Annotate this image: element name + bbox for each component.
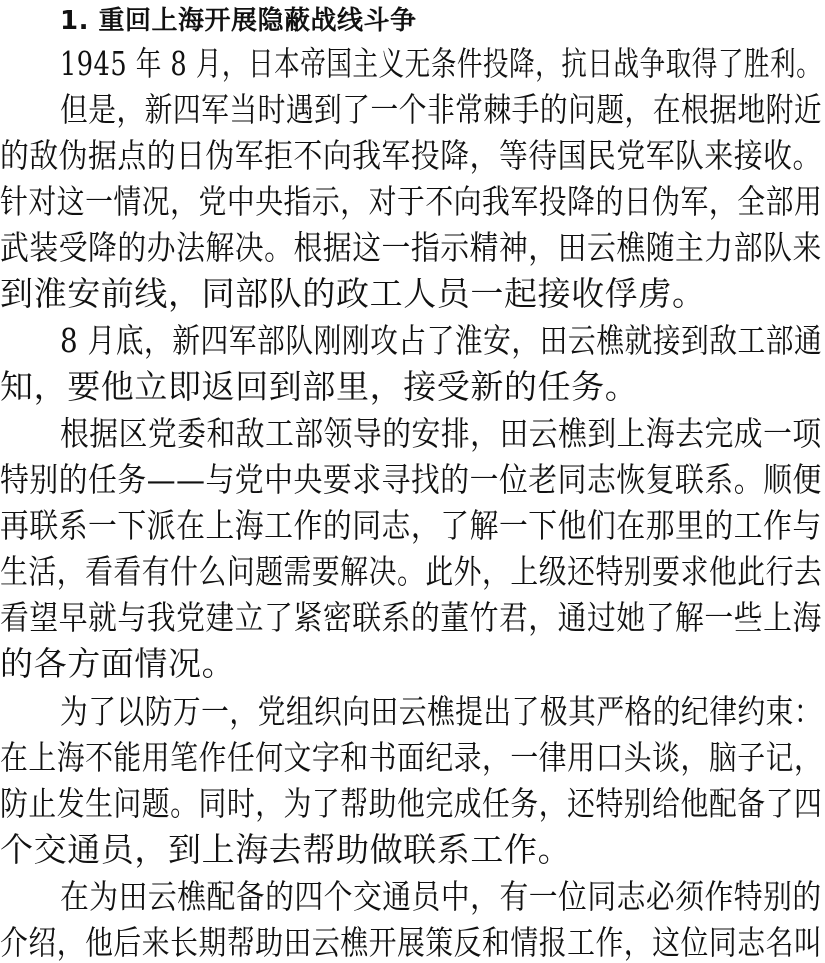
text-line: 1945 年 8 月，日本帝国主义无条件投降，抗日战争取得了胜利。 [60, 44, 823, 83]
text-line: 为了以防万一，党组织向田云樵提出了极其严格的纪律约束： [60, 692, 823, 731]
text-line: 在为田云樵配备的四个交通员中，有一位同志必须作特别的 [60, 877, 822, 916]
text-line: 防止发生问题。同时，为了帮助他完成任务，还特别给他配备了四 [0, 784, 823, 823]
section-heading: 1. 重回上海开展隐蔽战线斗争 [60, 6, 417, 36]
text-line: 看望早就与我党建立了紧密联系的董竹君，通过她了解一些上海 [0, 598, 822, 637]
text-line: 生活，看看有什么问题需要解决。此外，上级还特别要求他此行去 [0, 552, 823, 591]
text-line: 知，要他立即返回到部里，接受新的任务。 [0, 367, 639, 406]
text-line: 再联系一下派在上海工作的同志，了解一下他们在那里的工作与 [0, 506, 822, 545]
text-line: 在上海不能用笔作任何文字和书面纪录，一律用口头谈，脑子记， [0, 738, 823, 777]
text-line: 个交通员，到上海去帮助做联系工作。 [0, 830, 572, 869]
text-line: 到淮安前线，同部队的政工人员一起接收俘虏。 [0, 274, 706, 313]
text-line: 武装受降的办法解决。根据这一指示精神，田云樵随主力部队来 [0, 228, 822, 267]
text-line: 8 月底，新四军部队刚刚攻占了淮安，田云樵就接到敌工部通 [60, 321, 823, 360]
text-line: 的敌伪据点的日伪军拒不向我军投降，等待国民党军队来接收。 [0, 136, 822, 175]
text-line: 的各方面情况。 [0, 644, 236, 683]
text-line: 根据区党委和敌工部领导的安排，田云樵到上海去完成一项 [60, 414, 822, 453]
text-line: 介绍，他后来长期帮助田云樵开展策反和情报工作，这位同志名叫 [0, 923, 823, 962]
text-line: 针对这一情况，党中央指示，对于不向我军投降的日伪军，全部用 [0, 182, 823, 221]
text-line: 但是，新四军当时遇到了一个非常棘手的问题，在根据地附近 [60, 90, 823, 129]
text-line: 特别的任务——与党中央要求寻找的一位老同志恢复联系。顺便 [0, 460, 822, 499]
